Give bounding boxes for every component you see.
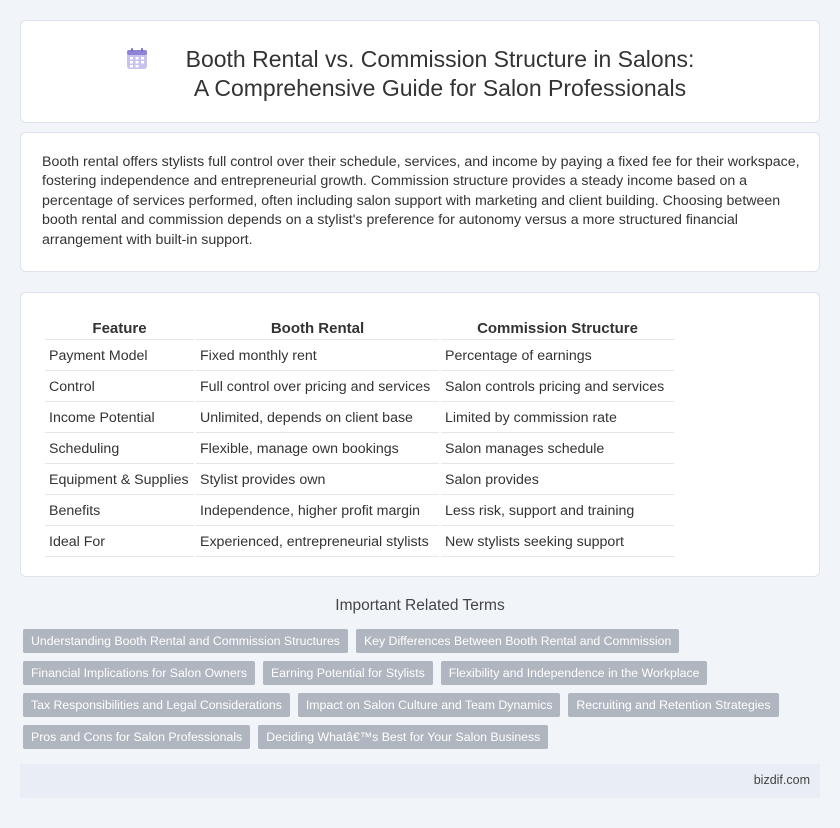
related-term-tag[interactable]: Key Differences Between Booth Rental and Commission bbox=[356, 629, 679, 653]
related-term-tag[interactable]: Pros and Cons for Salon Professionals bbox=[23, 725, 250, 749]
table-cell: Salon provides bbox=[441, 466, 674, 495]
table-cell: Percentage of earnings bbox=[441, 342, 674, 371]
related-terms-heading: Important Related Terms bbox=[335, 597, 505, 614]
table-row bbox=[45, 497, 674, 526]
table-cell: Income Potential bbox=[45, 404, 194, 433]
intro-paragraph: Booth rental offers stylists full control over their schedule, services, and income by paying a fixed fee for their workspace, fostering independence and entrepreneurial growth. Commission structure provides a steady income based on a percentage of services performed, often including salon support with marketing and client building. Choosing between booth rental and commission depends on a stylist's preference for autonomy versus a more structured financial arrangement with built-in support. bbox=[42, 154, 800, 248]
table-row bbox=[45, 466, 674, 495]
table-cell: Less risk, support and training bbox=[441, 497, 674, 526]
page-title bbox=[21, 45, 819, 103]
title-card bbox=[20, 20, 820, 123]
table-row bbox=[45, 435, 674, 464]
related-term-tag[interactable]: Earning Potential for Stylists bbox=[263, 661, 433, 685]
table-cell: Full control over pricing and services bbox=[196, 373, 439, 402]
column-header: Feature bbox=[45, 317, 194, 340]
related-term-tag[interactable]: Impact on Salon Culture and Team Dynamics bbox=[298, 693, 561, 717]
table-cell: Control bbox=[45, 373, 194, 402]
table-row bbox=[45, 373, 674, 402]
related-term-tag[interactable]: Tax Responsibilities and Legal Considerations bbox=[23, 693, 290, 717]
comparison-table bbox=[43, 315, 676, 559]
table-header-row bbox=[45, 317, 674, 340]
table-cell: New stylists seeking support bbox=[441, 528, 674, 557]
related-term-tag[interactable]: Understanding Booth Rental and Commission Structures bbox=[23, 629, 348, 653]
comparison-card bbox=[20, 292, 820, 577]
table-cell: Flexible, manage own bookings bbox=[196, 435, 439, 464]
table-cell: Fixed monthly rent bbox=[196, 342, 439, 371]
site-link[interactable]: bizdif.com bbox=[753, 773, 810, 787]
table-row bbox=[45, 342, 674, 371]
column-header: Commission Structure bbox=[441, 317, 674, 340]
table-cell: Unlimited, depends on client base bbox=[196, 404, 439, 433]
table-cell: Experienced, entrepreneurial stylists bbox=[196, 528, 439, 557]
related-terms-list bbox=[23, 629, 803, 749]
table-row bbox=[45, 404, 674, 433]
table-cell: Scheduling bbox=[45, 435, 194, 464]
related-term-tag[interactable]: Flexibility and Independence in the Workplace bbox=[441, 661, 708, 685]
table-cell: Payment Model bbox=[45, 342, 194, 371]
table-row bbox=[45, 528, 674, 557]
table-cell: Salon controls pricing and services bbox=[441, 373, 674, 402]
footer bbox=[20, 764, 820, 798]
related-term-tag[interactable]: Financial Implications for Salon Owners bbox=[23, 661, 255, 685]
table-cell: Stylist provides own bbox=[196, 466, 439, 495]
table-cell: Independence, higher profit margin bbox=[196, 497, 439, 526]
related-term-tag[interactable]: Recruiting and Retention Strategies bbox=[568, 693, 778, 717]
page-title-text: Booth Rental vs. Commission Structure in Salons: A Comprehensive Guide for Salon Professionals bbox=[185, 46, 695, 101]
column-header: Booth Rental bbox=[196, 317, 439, 340]
table-cell: Equipment & Supplies bbox=[45, 466, 194, 495]
related-term-tag[interactable]: Deciding Whatâ€™s Best for Your Salon Business bbox=[258, 725, 548, 749]
table-cell: Salon manages schedule bbox=[441, 435, 674, 464]
table-cell: Ideal For bbox=[45, 528, 194, 557]
intro-card bbox=[20, 132, 820, 272]
table-cell: Limited by commission rate bbox=[441, 404, 674, 433]
table-cell: Benefits bbox=[45, 497, 194, 526]
